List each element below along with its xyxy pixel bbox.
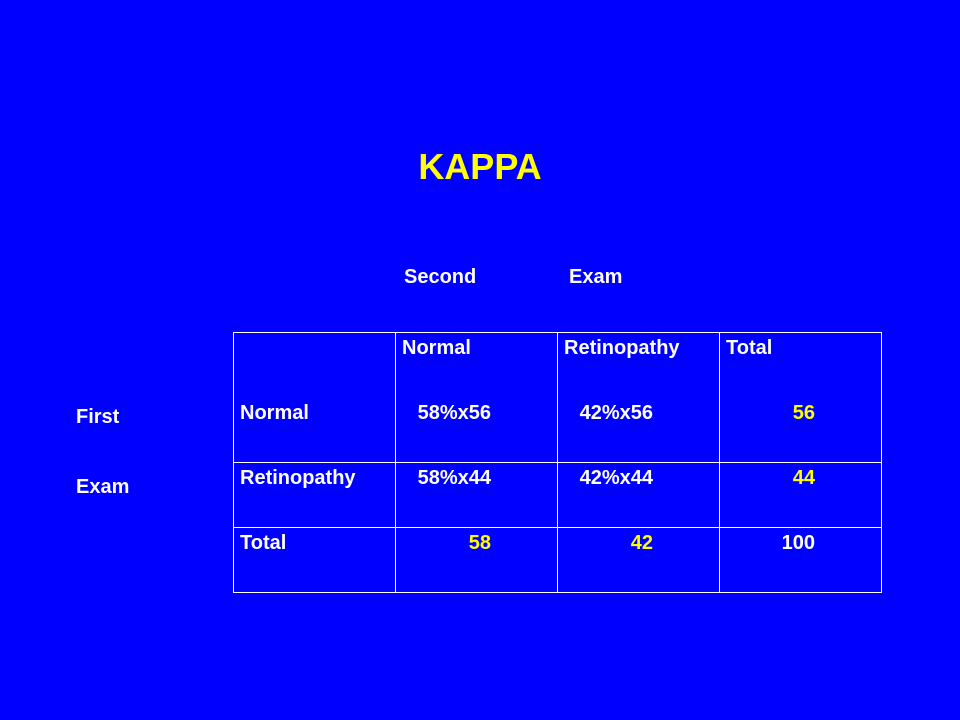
table-row xyxy=(234,398,882,463)
table-header-row xyxy=(234,333,882,398)
table-cell-empty xyxy=(234,333,396,398)
table-header-retinopathy: Retinopathy xyxy=(558,333,720,398)
table-row xyxy=(234,528,882,593)
table-cell: 100 xyxy=(720,528,882,593)
table-cell: 44 xyxy=(720,463,882,528)
table-header-normal: Normal xyxy=(396,333,558,398)
kappa-table xyxy=(233,332,882,593)
table-cell: 58 xyxy=(396,528,558,593)
row-label-exam: Exam xyxy=(76,476,130,498)
table-cell: 42 xyxy=(558,528,720,593)
table-row-label: Total xyxy=(234,528,396,593)
table-cell: 58%x44 xyxy=(396,463,558,528)
table-row-label: Normal xyxy=(234,398,396,463)
table-header-total: Total xyxy=(720,333,882,398)
slide-title: KAPPA xyxy=(418,146,542,187)
table-cell: 58%x56 xyxy=(396,398,558,463)
table-row xyxy=(234,463,882,528)
table-cell: 42%x56 xyxy=(558,398,720,463)
row-label-first: First xyxy=(76,406,120,428)
table-cell: 56 xyxy=(720,398,882,463)
header-second: Second xyxy=(404,266,477,288)
header-exam: Exam xyxy=(569,266,623,288)
table-cell: 42%x44 xyxy=(558,463,720,528)
table-row-label: Retinopathy xyxy=(234,463,396,528)
